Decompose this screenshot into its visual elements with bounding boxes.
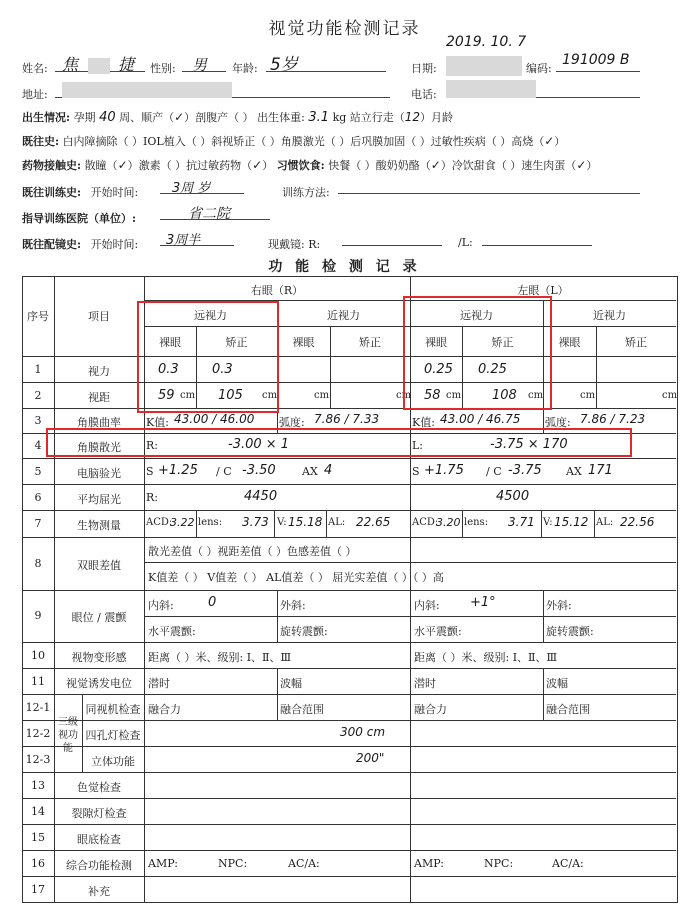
row-line — [22, 408, 676, 409]
r-corrected-distance: 105 — [218, 388, 243, 403]
code-label: 编码: — [526, 62, 552, 75]
r-s-label: S — [146, 465, 154, 478]
l-al-value: 22.56 — [620, 515, 655, 529]
l-astig-label: L: — [412, 439, 424, 452]
row-no: 11 — [31, 675, 45, 688]
l-lens-label: lens: — [464, 517, 489, 528]
l-corrected-acuity: 0.25 — [478, 362, 507, 377]
header-naked: 裸眼 — [425, 336, 447, 349]
l-s-value: +1.75 — [424, 463, 464, 478]
r-aca-label: AC/A: — [288, 857, 320, 870]
date-label: 日期: — [411, 62, 437, 75]
birth-weeks: 40 — [99, 110, 116, 125]
r-astig-label: R: — [146, 439, 158, 452]
training-start-value: 3周 岁 — [172, 181, 211, 196]
row-no: 12-1 — [25, 701, 51, 714]
col-line — [541, 510, 542, 537]
row-line — [22, 537, 676, 538]
age-value: 5岁 — [270, 55, 298, 75]
unit-cm: cm — [396, 390, 412, 401]
glasses-start-value: 3周半 — [166, 233, 201, 248]
r-c-label: / C — [216, 465, 232, 478]
l-inner-label: 内斜: — [414, 599, 440, 612]
r-c-value: -3.50 — [242, 463, 276, 478]
check-icon: ✓ — [252, 158, 263, 172]
birth-weight: 3.1 — [308, 110, 330, 125]
row-item: 裂隙灯检查 — [71, 807, 127, 820]
drug-text6: ） — [586, 159, 598, 172]
code-value: 191009 B — [562, 52, 630, 68]
r-latency: 潜时 — [148, 677, 170, 690]
history-label: 既往史: — [22, 135, 60, 148]
col-line — [543, 590, 544, 642]
row-line — [22, 772, 676, 773]
row-item: 综合功能检测 — [66, 859, 132, 872]
r-inner-value: 0 — [208, 595, 217, 610]
col-line — [274, 510, 275, 537]
row-no: 1 — [34, 363, 42, 376]
r-distortion: 距离（ ）米、级别: Ⅰ、Ⅱ、Ⅲ — [148, 651, 292, 664]
birth-text1: 孕期 — [73, 111, 96, 124]
row-item: 同视机检查 — [85, 703, 141, 716]
check-icon: ✓ — [174, 110, 185, 124]
row-no: 14 — [31, 805, 45, 818]
row-item: 角膜曲率 — [77, 416, 121, 429]
worth-4-dot-value: 300 cm — [340, 725, 386, 739]
r-lens-label: lens: — [198, 517, 223, 528]
glasses-start-label: 开始时间: — [90, 238, 139, 251]
row-line — [22, 356, 676, 357]
r-amplitude: 波幅 — [280, 677, 302, 690]
highlight-left-far-vision — [403, 296, 552, 410]
r-v-value: 15.18 — [288, 515, 323, 529]
birth-label: 出生情况: — [22, 111, 71, 124]
r-naked-acuity: 0.3 — [158, 362, 179, 377]
hospital-label: 指导训练医院（单位）: — [22, 212, 137, 225]
drug-text5: ）冷饮甜食（ ）速生肉蛋（ — [440, 159, 577, 172]
r-amp-label: AMP: — [148, 857, 178, 870]
check-icon: ✓ — [544, 134, 555, 148]
header-corrected: 矫正 — [225, 336, 248, 349]
r-naked-distance: 59 — [158, 388, 175, 403]
check-icon: ✓ — [430, 158, 441, 172]
l-v-label: V: — [543, 517, 553, 528]
diff-line-1: 散光差值（ ）视距差值（ ）色感差值（ ） — [148, 545, 357, 558]
r-avg-label: R: — [146, 491, 158, 504]
row-item: 四孔灯检查 — [85, 729, 141, 742]
r-npc-label: NPC: — [218, 857, 248, 870]
l-npc-label: NPC: — [484, 857, 514, 870]
history-close: ） — [554, 135, 566, 148]
row-line — [22, 458, 676, 459]
row-item: 电脑验光 — [77, 467, 121, 480]
birth-text5: ）月龄 — [420, 111, 454, 124]
row-no: 6 — [34, 491, 42, 504]
row-no: 10 — [31, 649, 45, 662]
name-value-2: 捷 — [118, 55, 135, 74]
unit-cm: cm — [180, 390, 196, 401]
header-corrected: 矫正 — [625, 336, 647, 349]
training-start-label: 开始时间: — [90, 186, 139, 199]
row-item: 角膜散光 — [77, 441, 121, 454]
l-c-label: / C — [486, 465, 502, 478]
row-item: 视距 — [88, 391, 110, 404]
drug-text3: ） — [262, 159, 274, 172]
l-ax-value: 171 — [588, 463, 613, 478]
r-rnys-label: 旋转震颤: — [280, 625, 328, 638]
r-k-label: K值: — [146, 416, 169, 429]
row-no: 2 — [34, 389, 42, 402]
birth-text2: 周、顺产（ — [119, 111, 175, 124]
l-amp-label: AMP: — [414, 857, 444, 870]
l-v-value: 15.12 — [554, 515, 589, 529]
row-no: 7 — [34, 517, 42, 530]
r-acd-value: 3.22 — [170, 516, 195, 529]
r-fusion-range: 融合范围 — [280, 703, 324, 716]
l-aca-label: AC/A: — [552, 857, 584, 870]
l-hnys-label: 水平震颤: — [414, 625, 462, 638]
r-v-label: V: — [277, 517, 287, 528]
row-line — [22, 798, 676, 799]
row-item: 平均屈光 — [77, 493, 121, 506]
row-item: 立体功能 — [91, 755, 135, 768]
r-avg-value: 4450 — [244, 489, 278, 504]
r-fusion: 融合力 — [148, 703, 181, 716]
row-item: 眼底检查 — [77, 833, 121, 846]
row-line — [22, 668, 676, 669]
l-latency: 潜时 — [414, 677, 436, 690]
redacted-address — [62, 82, 232, 98]
l-avg-value: 4500 — [496, 489, 530, 504]
r-corrected-acuity: 0.3 — [212, 362, 233, 377]
unit-cm: cm — [446, 390, 462, 401]
l-al-label: AL: — [596, 517, 614, 528]
name-value-1: 焦 — [62, 55, 79, 74]
header-left-eye: 左眼（L） — [517, 284, 569, 297]
header-l-far: 远视力 — [460, 309, 493, 322]
header-naked: 裸眼 — [159, 336, 181, 349]
drug-label: 药物接触史: — [22, 159, 82, 172]
l-k-value: 43.00 / 46.75 — [440, 412, 521, 426]
r-inner-label: 内斜: — [148, 599, 174, 612]
name-label: 姓名: — [22, 62, 48, 75]
row-line — [22, 382, 676, 383]
r-ax-label: AX — [302, 465, 318, 478]
col-line — [594, 510, 595, 537]
r-acd-label: ACD: — [146, 517, 173, 528]
glasses-current-label: 现戴镜: R: — [268, 238, 321, 251]
l-arc-value: 7.86 / 7.23 — [580, 412, 646, 426]
row-line — [22, 720, 676, 721]
r-al-label: AL: — [328, 517, 346, 528]
glasses-l-label: /L: — [458, 236, 473, 249]
row-no: 5 — [34, 465, 42, 478]
l-c-value: -3.75 — [508, 463, 542, 478]
l-acd-label: ACD: — [412, 517, 439, 528]
unit-cm: cm — [528, 390, 544, 401]
row-line — [22, 746, 676, 747]
stereo-value: 200" — [356, 751, 385, 765]
check-icon: ✓ — [117, 158, 128, 172]
unit-cm: cm — [580, 390, 596, 401]
col-line — [326, 510, 327, 537]
section-title: 功 能 检 测 记 录 — [268, 259, 421, 275]
row-no: 16 — [31, 857, 45, 870]
training-label: 既往训练史: — [22, 186, 82, 199]
glasses-r-underline — [342, 232, 442, 246]
row-item: 双眼差值 — [77, 559, 121, 572]
birth-text4: kg 站立行走（ — [332, 111, 405, 124]
l-acd-value: 3.20 — [436, 516, 461, 529]
l-fusion: 融合力 — [414, 703, 447, 716]
drug-text4: 快餐（ ）酸奶奶酪（ — [328, 159, 431, 172]
row-no: 12-3 — [25, 753, 51, 766]
l-ax-label: AX — [566, 465, 582, 478]
row-item: 补充 — [88, 885, 110, 898]
history-text: 白内障摘除（ ）IOL植入（ ）斜视矫正（ ）角膜激光（ ）后巩膜加固（ ）过敏性疾病（ ）高烧（ — [62, 135, 545, 148]
row-no: 4 — [34, 439, 42, 452]
sex-label: 性别: — [150, 62, 176, 75]
row-item: 眼位 / 震颤 — [71, 611, 127, 624]
l-naked-distance: 58 — [424, 388, 441, 403]
training-method-label: 训练方法: — [282, 186, 330, 199]
l-fusion-range: 融合范围 — [546, 703, 590, 716]
highlight-right-far-vision — [137, 301, 279, 413]
handwritten-date: 2019. 10. 7 — [446, 34, 527, 50]
row-line — [22, 850, 676, 851]
header-naked: 裸眼 — [558, 336, 581, 349]
r-k-value: 43.00 / 46.00 — [174, 412, 255, 426]
header-seq: 序号 — [27, 310, 49, 323]
birth-text3: ）剖腹产（ ） 出生体重: — [184, 111, 305, 124]
redacted-name — [88, 58, 110, 74]
page-title: 视觉功能检测记录 — [268, 19, 421, 39]
redacted-phone — [446, 80, 536, 98]
r-astig-value: -3.00 × 1 — [228, 437, 290, 452]
row-item: 生物测量 — [77, 519, 121, 532]
col-line — [277, 668, 278, 720]
row-line — [22, 824, 676, 825]
row-no: 13 — [31, 779, 45, 792]
row-no: 17 — [31, 883, 45, 896]
three-level-label: 三级视功能 — [58, 717, 78, 754]
col-line — [196, 510, 197, 537]
col-line — [543, 668, 544, 720]
row-line — [144, 562, 676, 563]
header-r-far: 远视力 — [194, 309, 227, 322]
l-k-label: K值: — [412, 416, 435, 429]
row-line — [22, 484, 676, 485]
unit-cm: cm — [662, 390, 678, 401]
row-item: 视物变形感 — [71, 651, 127, 664]
header-corrected: 矫正 — [491, 336, 514, 349]
r-arc-label: 弧度: — [279, 416, 305, 429]
row-line — [22, 642, 676, 643]
row-line — [144, 616, 676, 617]
l-lens-value: 3.71 — [508, 515, 535, 529]
l-distortion: 距离（ ）米、级别: Ⅰ、Ⅱ、Ⅲ — [414, 651, 558, 664]
age-label: 年龄: — [232, 62, 258, 75]
l-s-label: S — [412, 465, 420, 478]
l-inner-value: +1° — [470, 595, 496, 610]
habit-label: 习惯饮食: — [276, 159, 325, 172]
r-al-value: 22.65 — [356, 515, 391, 529]
r-s-value: +1.25 — [158, 463, 198, 478]
row-item: 视力 — [88, 365, 110, 378]
address-label: 地址: — [22, 88, 48, 101]
l-corrected-distance: 108 — [492, 388, 517, 403]
r-arc-value: 7.86 / 7.33 — [314, 412, 380, 426]
header-naked: 裸眼 — [292, 336, 315, 349]
l-rnys-label: 旋转震颤: — [546, 625, 594, 638]
training-method-underline — [338, 180, 640, 194]
header-l-near: 近视力 — [593, 309, 626, 322]
l-naked-acuity: 0.25 — [424, 362, 453, 377]
highlight-corneal-astigmatism — [46, 428, 632, 457]
l-amplitude: 波幅 — [546, 677, 568, 690]
glasses-l-underline — [482, 232, 592, 246]
l-arc-label: 弧度: — [545, 416, 571, 429]
col-line — [462, 510, 463, 537]
redacted-date — [446, 56, 522, 76]
header-corrected: 矫正 — [359, 336, 381, 349]
drug-text1: 散瞳（ — [84, 159, 118, 172]
header-right-eye: 右眼（R） — [250, 284, 304, 297]
l-outer-label: 外斜: — [546, 599, 572, 612]
unit-cm: cm — [314, 390, 330, 401]
hospital-value: 省二院 — [188, 206, 230, 222]
r-lens-value: 3.73 — [242, 515, 269, 529]
header-r-near: 近视力 — [327, 309, 360, 322]
r-outer-label: 外斜: — [280, 599, 306, 612]
row-no: 3 — [34, 414, 42, 427]
glasses-label: 既往配镜史: — [22, 238, 82, 251]
sex-value: 男 — [192, 56, 208, 74]
unit-cm: cm — [262, 390, 278, 401]
birth-walk: 12 — [404, 110, 421, 124]
row-line — [22, 876, 676, 877]
r-ax-value: 4 — [324, 463, 333, 478]
r-hnys-label: 水平震颤: — [148, 625, 196, 638]
row-no: 8 — [34, 557, 42, 570]
col-line — [277, 590, 278, 642]
l-astig-value: -3.75 × 170 — [490, 437, 568, 452]
header-item: 项目 — [88, 310, 110, 323]
phone-label: 电话: — [411, 88, 437, 101]
row-no: 9 — [34, 609, 42, 622]
row-line — [22, 590, 676, 591]
row-no: 15 — [31, 831, 45, 844]
row-line — [22, 510, 676, 511]
row-line — [22, 694, 676, 695]
row-no: 12-2 — [25, 727, 51, 740]
row-item: 色觉检查 — [77, 781, 121, 794]
check-icon: ✓ — [576, 158, 587, 172]
diff-line-2: K值差（ ） V值差（ ） AL值差（ ） 屈光实差值（ ）（ ）高 — [148, 571, 444, 584]
drug-text2: ）激素（ ）抗过敏药物（ — [127, 159, 253, 172]
row-item: 视觉诱发电位 — [66, 677, 132, 690]
